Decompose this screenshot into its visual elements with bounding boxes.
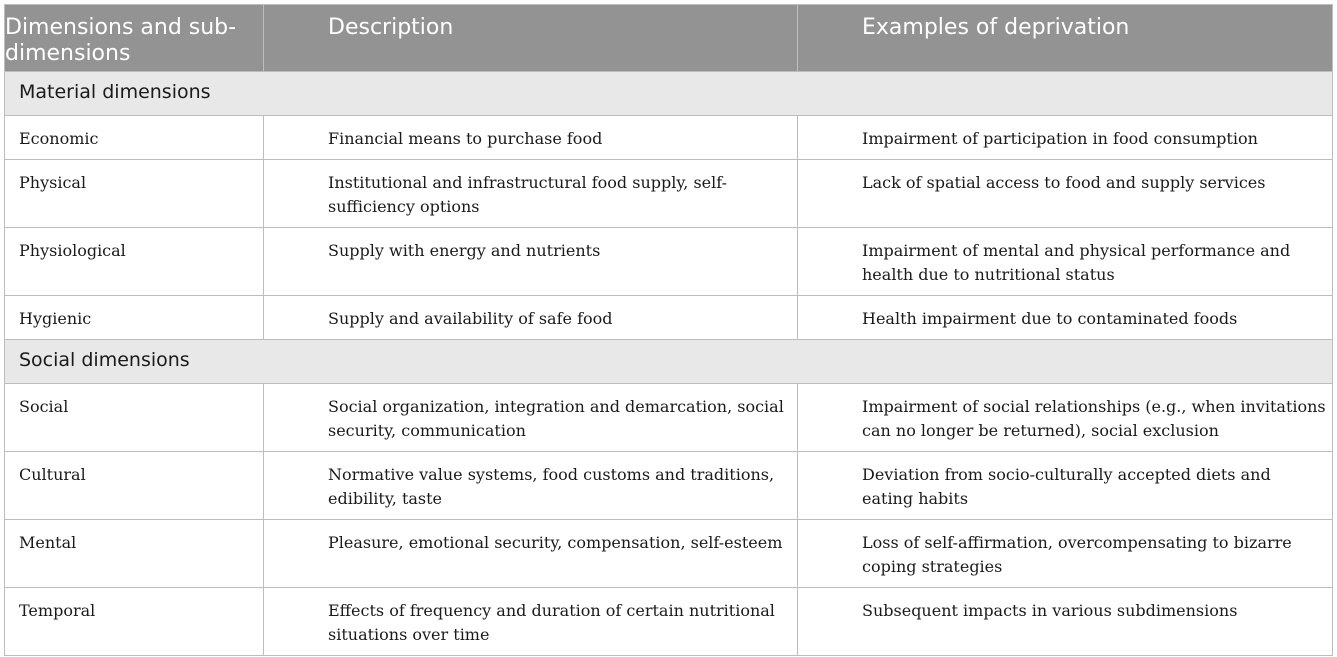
example-cell: Deviation from socio-culturally accepted diets and eating habits [798,452,1333,520]
example-cell: Impairment of social relationships (e.g., when invitations can no longer be returned), social exclusion [798,384,1333,452]
table-row [5,384,1333,452]
section-header-row [5,72,1333,116]
header-description: Description [264,5,798,72]
table-row [5,588,1333,656]
table-row [5,520,1333,588]
header-dimensions: Dimensions and sub-dimensions [5,5,264,72]
description-cell: Supply and availability of safe food [264,296,798,340]
section-header-row [5,340,1333,384]
description-cell: Institutional and infrastructural food supply, self-sufficiency options [264,160,798,228]
header-examples: Examples of deprivation [798,5,1333,72]
table-row [5,228,1333,296]
dimensions-table [4,4,1333,656]
dimension-cell: Economic [5,116,264,160]
dimension-cell: Temporal [5,588,264,656]
section-title: Material dimensions [5,72,1333,116]
dimension-cell: Social [5,384,264,452]
description-cell: Pleasure, emotional security, compensation, self-esteem [264,520,798,588]
dimension-cell: Mental [5,520,264,588]
example-cell: Lack of spatial access to food and supply services [798,160,1333,228]
table-body [5,72,1333,656]
dimension-cell: Physiological [5,228,264,296]
table-header [5,5,1333,72]
description-cell: Normative value systems, food customs and traditions, edibility, taste [264,452,798,520]
description-cell: Financial means to purchase food [264,116,798,160]
table-row [5,116,1333,160]
example-cell: Health impairment due to contaminated foods [798,296,1333,340]
description-cell: Effects of frequency and duration of certain nutritional situations over time [264,588,798,656]
dimension-cell: Physical [5,160,264,228]
table-row [5,296,1333,340]
example-cell: Impairment of mental and physical performance and health due to nutritional status [798,228,1333,296]
description-cell: Supply with energy and nutrients [264,228,798,296]
table-row [5,452,1333,520]
example-cell: Subsequent impacts in various subdimensions [798,588,1333,656]
dimension-cell: Cultural [5,452,264,520]
example-cell: Loss of self-affirmation, overcompensating to bizarre coping strategies [798,520,1333,588]
section-title: Social dimensions [5,340,1333,384]
table-row [5,160,1333,228]
dimension-cell: Hygienic [5,296,264,340]
example-cell: Impairment of participation in food consumption [798,116,1333,160]
description-cell: Social organization, integration and demarcation, social security, communication [264,384,798,452]
